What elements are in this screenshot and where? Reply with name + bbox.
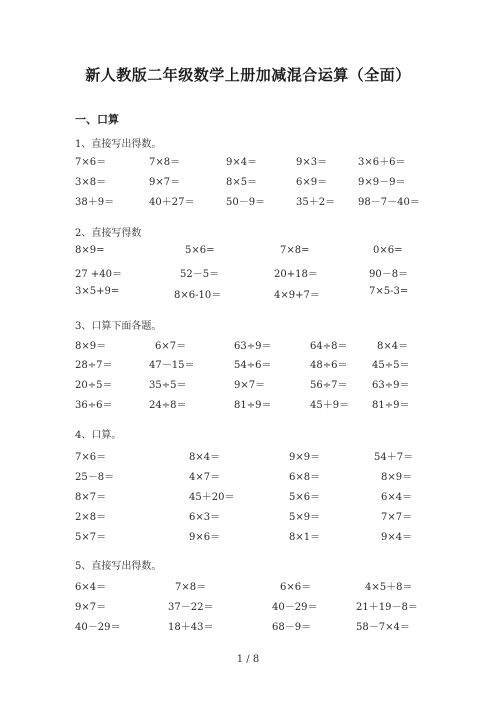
- problem: 9×6＝: [189, 532, 221, 543]
- page-number: 1 / 8: [236, 654, 260, 665]
- problem-row: [0, 598, 496, 612]
- problem: 5×9＝: [289, 512, 321, 523]
- problem: 8×7＝: [75, 492, 107, 503]
- question-label: 3、口算下面各题。: [75, 321, 162, 332]
- problem-row: [0, 448, 496, 462]
- problem-row: [0, 468, 496, 482]
- problem-row: [0, 528, 496, 542]
- question-label: 1、直接写出得数。: [75, 139, 162, 150]
- problem: 40－29＝: [272, 602, 318, 613]
- problem: 45＋9＝: [310, 400, 350, 411]
- problem: 8×9＝: [381, 472, 413, 483]
- problem: 9×9－9＝: [358, 177, 406, 188]
- problem: 25－8＝: [75, 472, 115, 483]
- problem: 45÷5＝: [372, 360, 410, 371]
- section-heading: 一、口算: [75, 113, 119, 126]
- problem: 6×4＝: [75, 582, 107, 593]
- problem: 6×9＝: [296, 177, 328, 188]
- problem: 48÷6＝: [310, 360, 348, 371]
- problem: 18＋43＝: [168, 622, 214, 633]
- problem: 20÷5＝: [75, 380, 113, 391]
- problem: 38＋9＝: [75, 197, 115, 208]
- problem: 7×8＝: [175, 582, 207, 593]
- problem: 52－5＝: [180, 269, 220, 280]
- problem: 63÷9＝: [234, 341, 272, 352]
- problem: 9×4＝: [226, 157, 258, 168]
- problem: 98－7－40＝: [358, 197, 420, 208]
- problem: 24÷8＝: [149, 400, 187, 411]
- problem: 9×7＝: [234, 380, 266, 391]
- problem: 9×4＝: [381, 532, 413, 543]
- problem: 40－29＝: [75, 622, 121, 633]
- problem: 8×4＝: [377, 341, 409, 352]
- problem: 8×9=: [75, 245, 105, 256]
- problem-row: [0, 193, 496, 207]
- problem: 9×3＝: [296, 157, 328, 168]
- problem: 21＋19－8＝: [356, 602, 418, 613]
- problem: 9×7＝: [149, 177, 181, 188]
- problem: 63÷9＝: [372, 380, 410, 391]
- problem: 35÷5＝: [149, 380, 187, 391]
- problem: 90－8＝: [369, 269, 409, 280]
- problem: 45＋20＝: [189, 492, 235, 503]
- problem-row: [0, 337, 496, 351]
- problem: 3×6＋6＝: [358, 157, 406, 168]
- problem-row: [0, 488, 496, 502]
- problem: 8×6-10＝: [174, 290, 222, 301]
- problem-row: [0, 508, 496, 522]
- problem: 7×8＝: [149, 157, 181, 168]
- problem-row: [0, 356, 496, 370]
- problem: 35＋2＝: [296, 197, 336, 208]
- problem: 3×8＝: [75, 177, 107, 188]
- question-label: 4、口算。: [75, 430, 122, 441]
- problem: 4×5＋8＝: [365, 582, 413, 593]
- problem: 9×7＝: [75, 602, 107, 613]
- problem: 7×7＝: [381, 512, 413, 523]
- problem: 8×1＝: [289, 532, 321, 543]
- problem: 58－7×4＝: [356, 622, 410, 633]
- problem: 8×4＝: [189, 452, 221, 463]
- problem: 54÷6＝: [234, 360, 272, 371]
- problem: 50－9＝: [226, 197, 266, 208]
- problem: 4×7＝: [189, 472, 221, 483]
- problem: 37－22＝: [168, 602, 214, 613]
- problem-row: [0, 578, 496, 592]
- problem: 6×6＝: [280, 582, 312, 593]
- problem: 7×6＝: [75, 157, 107, 168]
- question-label: 5、直接写出得数。: [75, 561, 162, 572]
- problem: 7×8=: [280, 245, 310, 256]
- problem: 54＋7＝: [374, 452, 414, 463]
- problem: 6×8＝: [289, 472, 321, 483]
- problem-row: [0, 173, 496, 187]
- problem-row: [0, 245, 496, 259]
- problem: 81÷9＝: [372, 400, 410, 411]
- page-title: 新人教版二年级数学上册加减混合运算（全面）: [85, 66, 411, 84]
- problem-row: [0, 153, 496, 167]
- problem: 56÷7＝: [310, 380, 348, 391]
- problem: 6×7＝: [155, 341, 187, 352]
- problem: 3×5+9=: [75, 286, 120, 297]
- problem: 81÷9＝: [234, 400, 272, 411]
- problem-row: [0, 286, 496, 300]
- problem-row: [0, 618, 496, 632]
- problem: 36÷6＝: [75, 400, 113, 411]
- problem: 7×6＝: [75, 452, 107, 463]
- problem: 4×9+7＝: [274, 290, 320, 301]
- question-label: 2、直接写得数: [75, 228, 142, 239]
- problem: 8×9＝: [75, 341, 107, 352]
- problem: 20+18＝: [274, 269, 318, 280]
- problem: 7×5-3=: [369, 286, 409, 297]
- problem: 2×8＝: [75, 512, 107, 523]
- problem: 47－15＝: [149, 360, 195, 371]
- problem: 9×9＝: [289, 452, 321, 463]
- problem-row: [0, 376, 496, 390]
- problem: 0×6=: [373, 245, 403, 256]
- problem: 28÷7＝: [75, 360, 113, 371]
- problem: 8×5＝: [226, 177, 258, 188]
- problem-row: [0, 265, 496, 279]
- problem: 5×6＝: [289, 492, 321, 503]
- problem: 27 +40＝: [75, 269, 123, 280]
- problem: 64÷8＝: [310, 341, 348, 352]
- problem: 6×3＝: [189, 512, 221, 523]
- problem: 40＋27＝: [149, 197, 195, 208]
- problem: 5×6=: [185, 245, 215, 256]
- problem: 6×4＝: [381, 492, 413, 503]
- problem: 5×7＝: [75, 532, 107, 543]
- problem: 68－9＝: [272, 622, 312, 633]
- problem-row: [0, 396, 496, 410]
